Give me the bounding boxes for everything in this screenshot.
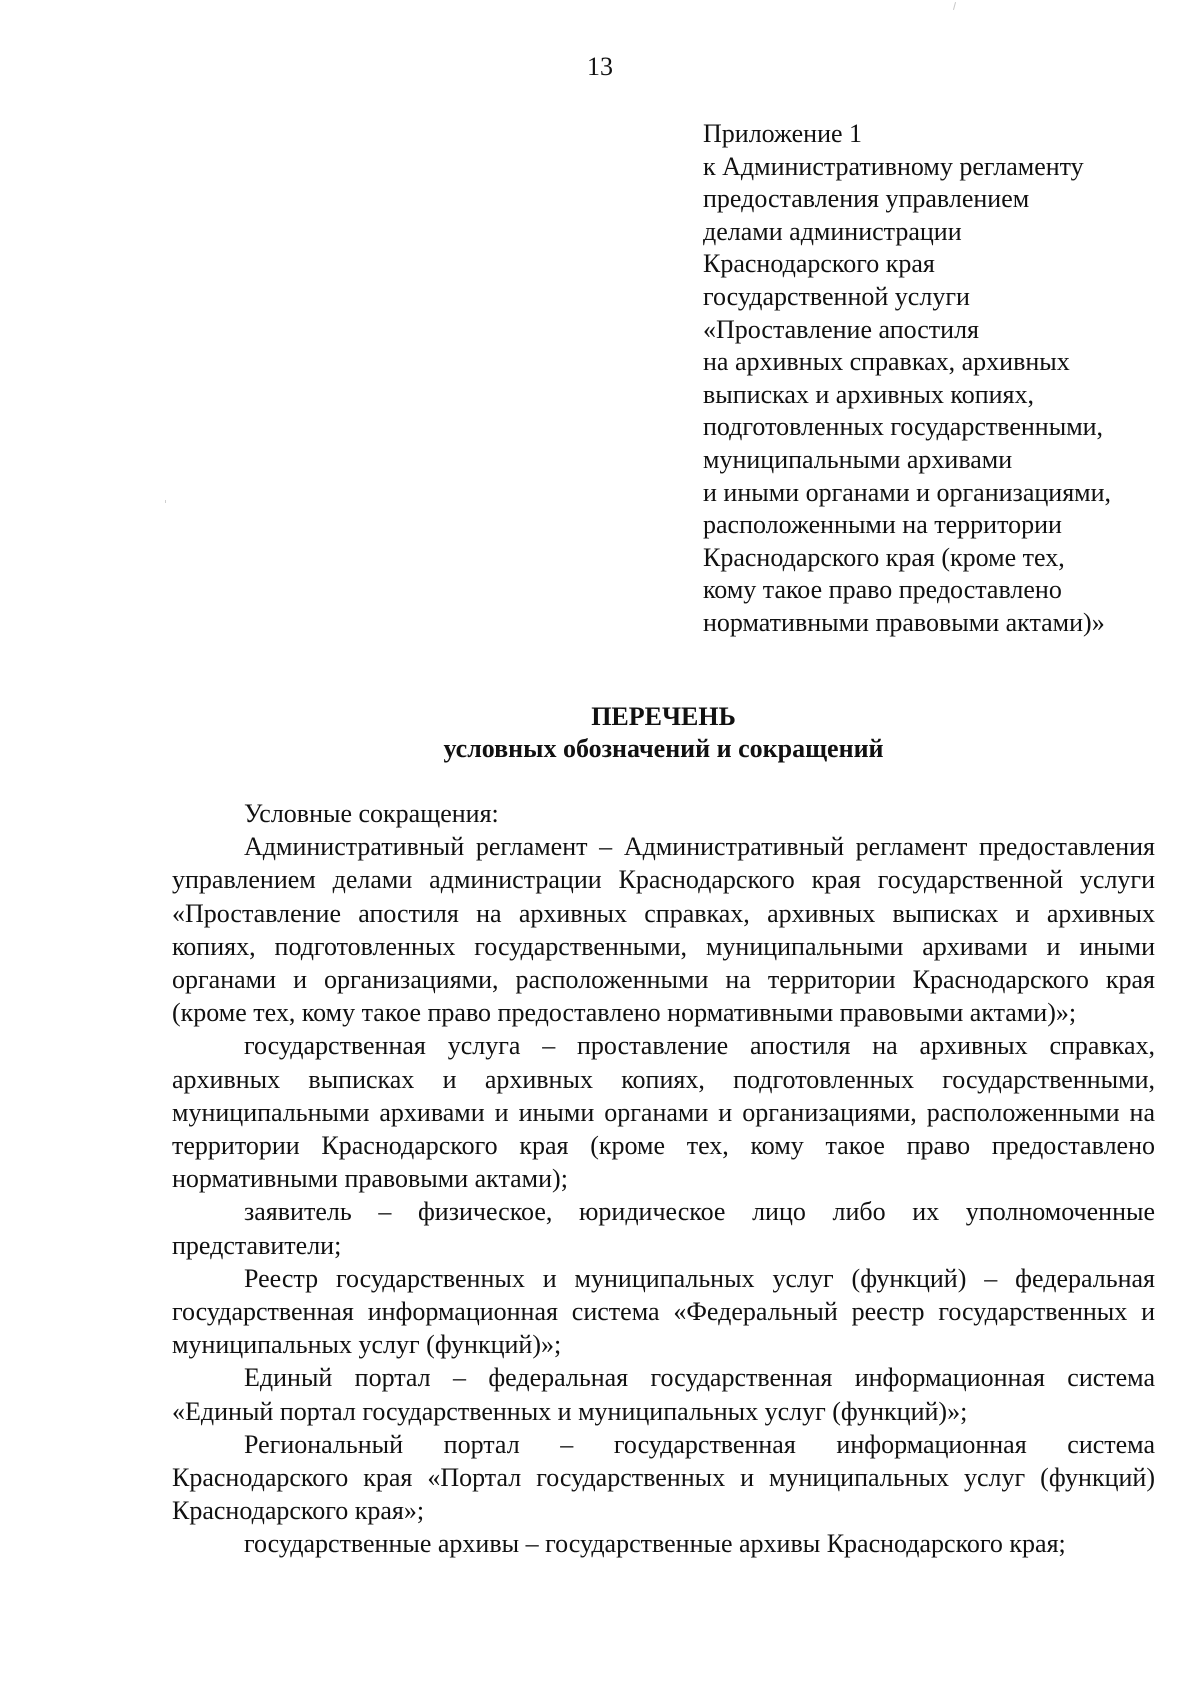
appendix-line: делами администрации [703, 216, 962, 246]
appendix-line: на архивных справках, архивных [703, 347, 1070, 377]
appendix-line: кому такое право предоставлено [703, 575, 1062, 605]
appendix-line: подготовленных государственными, [703, 412, 1104, 442]
paragraph-intro: Условные сокращения: [244, 799, 499, 828]
paragraph-state-service: государственная услуга – проставление апостиля на архивных справках, архивных выписках и архивных копиях, подготовленных государственными, муниципальными архивами и иными органами и организациями, расположенными на территории Краснодарского края (кроме тех, кому такое право предоставлено нормативными правовыми актами); [172, 1031, 1155, 1194]
appendix-block [703, 118, 1173, 640]
paragraph-unified-portal: Единый портал – федеральная государственная информационная система «Единый портал государственных и муниципальных услуг (функций)»; [172, 1363, 1155, 1426]
appendix-line: нормативными правовыми актами)» [703, 607, 1105, 637]
paragraph-state-archives: государственные архивы – государственные архивы Краснодарского края; [244, 1529, 1066, 1559]
page-number: 13 [587, 52, 613, 81]
appendix-line: выписках и архивных копиях, [703, 379, 1035, 409]
appendix-line: «Проставление апостиля [703, 314, 980, 344]
appendix-line: муниципальными архивами [703, 444, 1013, 474]
appendix-line: и иными органами и организациями, [703, 477, 1112, 507]
scan-artifact [165, 500, 166, 503]
document-title: ПЕРЕЧЕНЬ [591, 702, 736, 731]
appendix-line: Краснодарского края [703, 249, 935, 279]
paragraph-regional-portal: Региональный портал – государственная информационная система Краснодарского края «Портал государственных и муниципальных услуг (функций) Краснодарского края»; [172, 1429, 1155, 1526]
appendix-line: Краснодарского края (кроме тех, [703, 542, 1065, 572]
scan-artifact [953, 2, 956, 10]
document-subtitle: условных обозначений и сокращений [443, 734, 884, 763]
paragraph-admin-regulation: Административный регламент – Административный регламент предоставления управлением делами администрации Краснодарского края государственной услуги «Проставление апостиля на архивных справках, архивных выписках и архивных копиях, подготовленных государственными, муниципальными архивами и иными органами и организациями, расположенными на территории Краснодарского края (кроме тех, кому такое право предоставлено нормативными правовыми актами)»; [172, 832, 1155, 1028]
paragraph-registry: Реестр государственных и муниципальных услуг (функций) – федеральная государственная информационная система «Федеральный реестр государственных и муниципальных услуг (функций)»; [172, 1263, 1155, 1360]
appendix-line: к Административному регламенту [703, 151, 1084, 181]
paragraph-applicant: заявитель – физическое, юридическое лицо либо их уполномоченные представители; [172, 1197, 1155, 1260]
document-body [172, 797, 1155, 1561]
appendix-line: Приложение 1 [703, 119, 863, 148]
appendix-line: государственной услуги [703, 281, 970, 311]
appendix-line: предоставления управлением [703, 184, 1030, 214]
appendix-line: расположенными на территории [703, 510, 1062, 540]
